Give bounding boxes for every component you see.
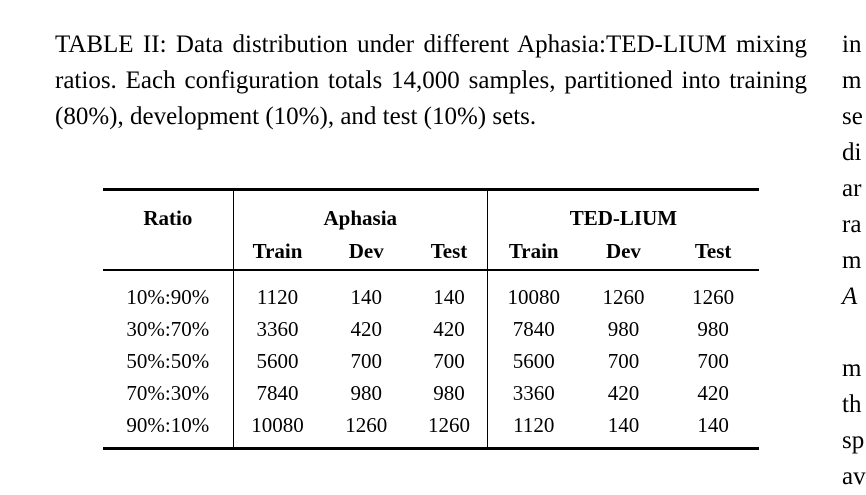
fragment-line: m [842,355,862,382]
value-cell: 420 [411,313,487,345]
table-row [103,409,759,449]
fragment-line: m [842,247,862,274]
fragment-line: th [842,391,862,418]
fragment-line: av [842,463,866,490]
value-cell: 140 [350,284,382,309]
fragment-line: in [842,31,862,58]
value-cell: 1260 [602,284,645,309]
ratio-header: Ratio [103,190,233,234]
fragment-line [842,315,866,351]
tedlium-group-header: TED-LIUM [569,205,678,230]
value-cell: 140 [697,412,729,437]
sub-header: Train [508,238,559,263]
value-cell: 3360 [512,380,555,405]
aphasia-group-header: Aphasia [233,190,487,234]
value-cell: 1260 [692,284,735,309]
sub-header: Test [694,238,732,263]
value-cell: 420 [607,380,640,405]
ratio-cell: 30%:70% [103,313,233,345]
value-cell: 980 [411,377,487,409]
value-cell: 980 [350,380,382,405]
ratio-cell: 10%:90% [103,270,233,313]
value-cell: 5600 [512,348,555,373]
value-cell: 7840 [256,380,299,405]
fragment-line: se [842,103,863,130]
table-body [103,270,759,449]
sub-header: Dev [348,238,384,263]
fragment-line: ar [842,175,862,202]
value-cell: 140 [411,270,487,313]
value-cell: 700 [411,345,487,377]
value-cell: 1260 [345,412,388,437]
ratio-header-spacer [103,233,233,270]
table-row [103,313,759,345]
value-cell: 700 [697,348,729,373]
value-cell: 700 [350,348,382,373]
adjacent-column-text [842,27,866,495]
data-distribution-table [103,188,759,450]
value-cell: 420 [350,316,382,341]
value-cell: 7840 [512,316,555,341]
value-cell: 700 [607,348,640,373]
ratio-cell: 50%:50% [103,345,233,377]
value-cell: 10080 [251,412,304,437]
sub-header: Train [252,238,303,263]
value-cell: 140 [607,412,640,437]
value-cell: 980 [697,316,729,341]
value-cell: 3360 [256,316,299,341]
table-row [103,345,759,377]
ratio-cell: 90%:10% [103,409,233,449]
fragment-line: m [842,67,862,94]
fragment-line: ra [842,211,862,238]
table-row [103,377,759,409]
value-cell: 1260 [411,409,487,449]
ratio-cell: 70%:30% [103,377,233,409]
fragment-line: di [842,139,862,166]
table-row [103,270,759,313]
fragment-line: A [842,283,858,310]
value-cell: 1120 [513,412,555,437]
sub-header: Dev [605,238,641,263]
value-cell: 420 [697,380,729,405]
fragment-line: sp [842,427,865,454]
table-caption: TABLE II: Data distribution under different Aphasia:TED-LIUM mixing ratios. Each configuration totals 14,000 samples, partitioned into training (80%), development (10%), and test (10%) sets. [55,31,807,130]
sub-header: Test [411,233,487,270]
value-cell: 5600 [256,348,299,373]
value-cell: 980 [607,316,640,341]
value-cell: 10080 [507,284,560,309]
value-cell: 1120 [256,284,299,309]
